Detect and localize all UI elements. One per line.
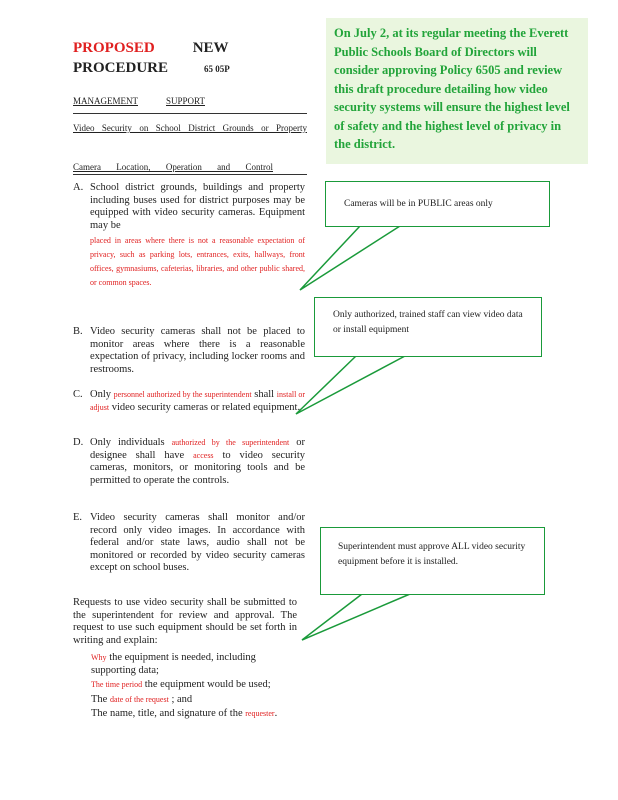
procedure-code: 65 05P <box>204 64 230 74</box>
bullet-3-pre: The <box>91 693 108 705</box>
callout-2-tail <box>296 356 405 414</box>
callout-3-tail <box>302 594 410 640</box>
callout-1-tail <box>300 226 400 290</box>
item-e-letter: E. <box>73 512 83 523</box>
item-a-letter: A. <box>73 182 84 193</box>
item-c-red1: personnel authorized by the superintendent <box>113 390 252 399</box>
bullet-3-red: date of the request <box>109 694 169 704</box>
callout-public-areas <box>325 181 550 227</box>
item-d-mid: or designee shall have <box>90 437 305 461</box>
request-intro: Requests to use video security shall be submitted to the superintendent for review and approval. The request to use such equipment should be set forth in writing and explain: <box>73 597 297 646</box>
subject-heading: Video Security on School District Grounds or Property <box>73 123 307 133</box>
item-e-text: Video security cameras shall monitor and/or record only video images. In accordance with federal and/or state laws, audio shall not be monitored or recorded by video security cameras except on school buses. <box>90 512 305 573</box>
item-c-mid: shall <box>254 389 275 400</box>
item-c-pre: Only <box>90 389 111 400</box>
item-d-red1: authorized by the superintendent <box>171 438 290 447</box>
bullet-4-red: requester <box>245 709 275 718</box>
bullet-1-text: the equipment is needed, including supporting data; <box>91 652 256 676</box>
item-a-text: School district grounds, buildings and property including buses used for district purposes may be equipped with video security cameras. Equipment may be <box>90 182 305 231</box>
callout-authorized-staff <box>314 297 542 357</box>
item-d-letter: D. <box>73 437 84 448</box>
support-heading: SUPPORT <box>166 96 205 106</box>
item-d-red2: access <box>193 450 214 460</box>
bullet-1-red: Why <box>91 653 107 662</box>
procedure-label: PROCEDURE <box>73 60 169 76</box>
item-c-red2: install or adjust <box>90 390 306 412</box>
bullet-2-text: the equipment would be used; <box>144 679 271 690</box>
item-d-post: to video security cameras, monitors, or monitoring tools and be permitted to operate the controls. <box>90 449 305 486</box>
bullet-3-post: ; and <box>171 693 193 705</box>
callout-3-text: Superintendent must approve ALL video security equipment before it is installed. <box>338 542 526 567</box>
item-c-post: video security cameras or related equipment. <box>111 401 301 413</box>
new-label: NEW <box>192 40 229 56</box>
callout-1-text: Cameras will be in PUBLIC areas only <box>344 199 493 209</box>
subheading: Camera Location, Operation and Control <box>73 162 273 172</box>
callout-superintendent-approval <box>320 527 545 595</box>
proposed-label: PROPOSED <box>73 40 155 56</box>
bullet-4-text: The name, title, and signature of the <box>91 708 243 719</box>
item-d-pre: Only individuals <box>90 437 165 448</box>
meeting-notice-text: On July 2, at its regular meeting the Everett Public Schools Board of Directors will consider approving Policy 6505 and review this draft procedure detailing how video security systems will ensure the highest level of safety and the highest level of privacy in the district. <box>334 26 570 151</box>
item-a-red: placed in areas where there is not a reasonable expectation of privacy, such as parking lots, entrances, exits, hallways, front offices, gymnasiums, cafeterias, libraries, and other public shared, or common spaces. <box>90 236 305 287</box>
item-b-letter: B. <box>73 326 83 337</box>
item-c-letter: C. <box>73 389 83 400</box>
callout-2-text: Only authorized, trained staff can view video data or install equipment <box>333 310 523 335</box>
item-b-text: Video security cameras shall not be placed to monitor areas where there is a reasonable expectation of privacy, including locker rooms and restrooms. <box>90 326 305 375</box>
bullet-2-red: The time period <box>91 680 143 689</box>
bullet-4-post: . <box>274 708 278 719</box>
management-heading: MANAGEMENT <box>73 96 138 106</box>
